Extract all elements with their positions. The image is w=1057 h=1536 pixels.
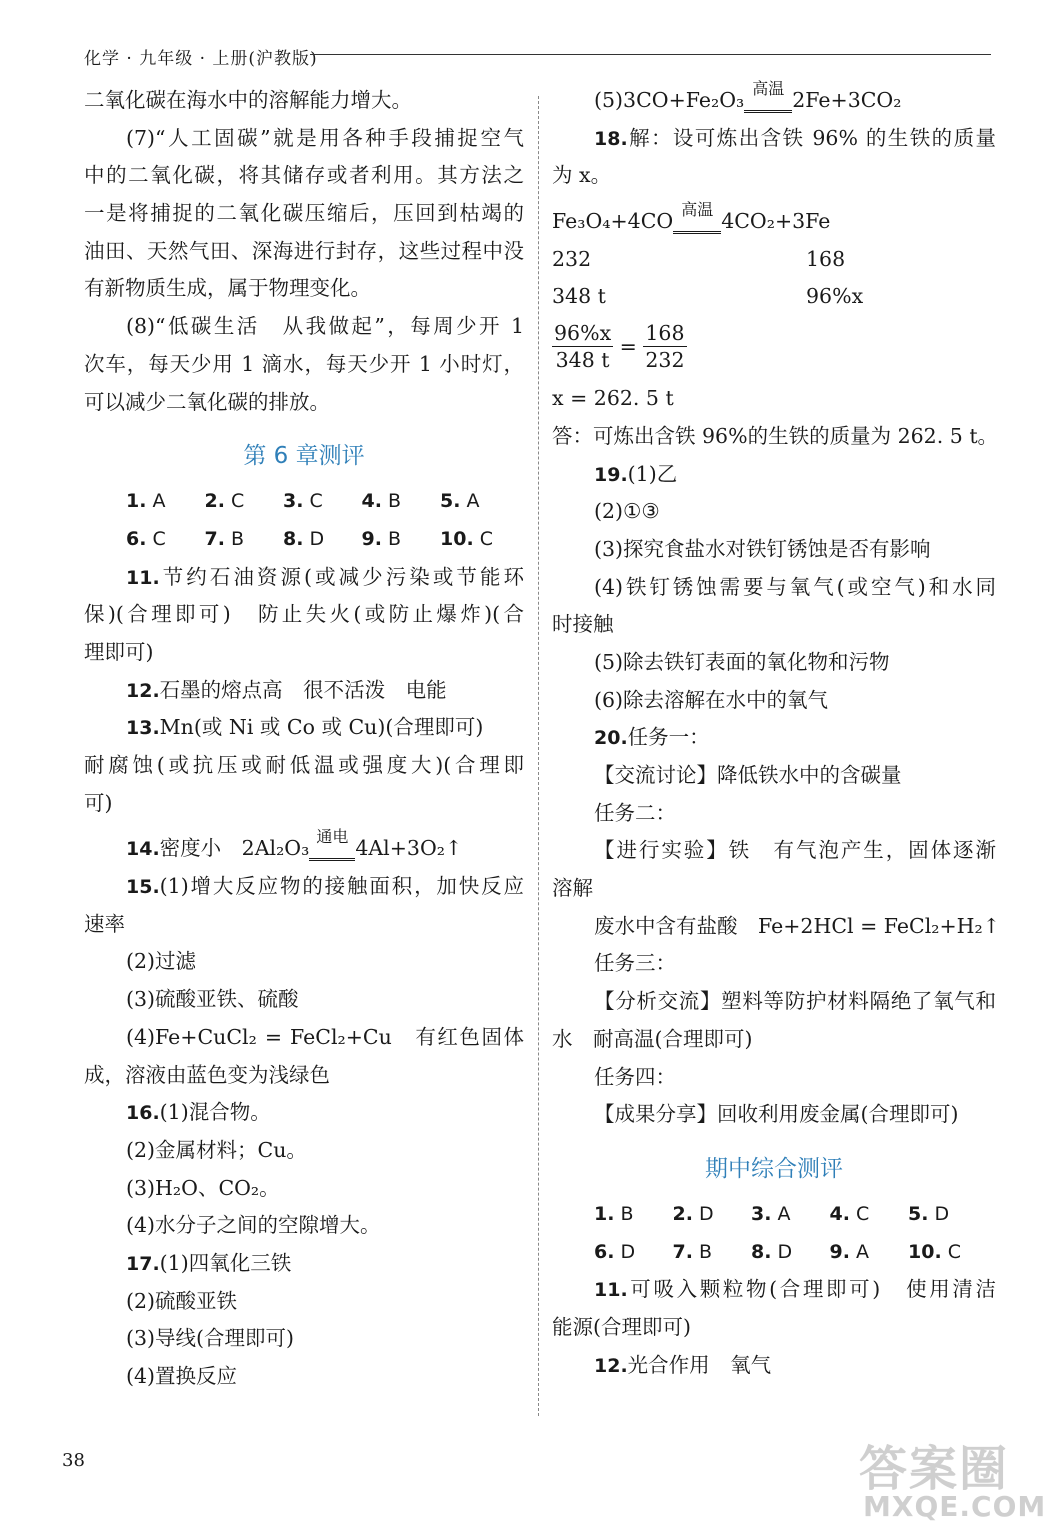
answer-13-line: 可) bbox=[84, 790, 113, 815]
answer-18-equation: Fe₃O₄+4CO $^{高温}$ 4CO₂+3Fe bbox=[552, 200, 831, 234]
paragraph-8-line: (8)“低碳生活 从我做起”，每周少开 1 bbox=[126, 314, 524, 339]
answer-17-line: (3)导线(合理即可) bbox=[126, 1326, 295, 1351]
choice-answer: 5. D bbox=[908, 1202, 950, 1225]
choice-answers-row bbox=[84, 483, 524, 521]
paragraph-7-line: 中的二氧化碳，将其储存或者利用。其方法之 bbox=[84, 163, 524, 188]
choice-answer: 1. B bbox=[594, 1202, 634, 1225]
choice-answer: 9. B bbox=[361, 527, 402, 550]
answer-19-line: 时接触 bbox=[552, 612, 614, 637]
choice-answer: 5. A bbox=[440, 490, 480, 513]
choice-answer: 4. B bbox=[361, 490, 402, 513]
choice-answer: 2. C bbox=[204, 490, 245, 513]
section-title-midterm: 期中综合测评 bbox=[705, 1155, 843, 1182]
answer-12-line: 12.光合作用 氧气 bbox=[594, 1352, 772, 1377]
choice-answer: 7. B bbox=[672, 1240, 713, 1263]
answer-16-line: 16.(1)混合物。 bbox=[126, 1100, 271, 1125]
answer-11-line: 11.节约石油资源(或减少污染或节能环 bbox=[126, 564, 524, 589]
answer-19-line: (5)除去铁钉表面的氧化物和污物 bbox=[594, 649, 890, 674]
answer-15-line: (4)Fe+CuCl₂ = FeCl₂+Cu 有红色固体 bbox=[126, 1024, 524, 1049]
answer-17-5-line: (5)3CO+Fe₂O₃ $^{高温}$ 2Fe+3CO₂ bbox=[594, 79, 902, 112]
answer-17-line: (4)置换反应 bbox=[126, 1364, 238, 1388]
answer-12-line: 12.石墨的熔点高 很不活泼 电能 bbox=[126, 677, 447, 702]
answer-17-line: 17.(1)四氧化三铁 bbox=[126, 1250, 292, 1275]
answer-16-line: (2)金属材料；Cu。 bbox=[126, 1137, 307, 1162]
paragraph-7-line: 有新物质生成，属于物理变化。 bbox=[84, 276, 371, 301]
answer-19-line: (4)铁钉锈蚀需要与氧气(或空气)和水同 bbox=[594, 574, 996, 599]
choice-answers-row bbox=[552, 1196, 996, 1234]
answer-18-proportion: $\frac{96\%x}{348 t}$ = $\frac{168}{232}$ bbox=[554, 321, 685, 373]
right-column bbox=[552, 79, 1000, 1384]
choice-answer: 10. C bbox=[440, 527, 493, 550]
choice-answer: 10. C bbox=[908, 1240, 961, 1263]
answer-11-line: 保)(合理即可) 防止失火(或防止爆炸)(合 bbox=[84, 602, 524, 627]
answer-20-line: 20.任务一： bbox=[594, 725, 710, 750]
answer-18-result: x = 262. 5 t bbox=[552, 386, 674, 411]
choice-answer: 1. A bbox=[126, 490, 166, 513]
choice-answer: 3. C bbox=[283, 490, 323, 513]
answer-20-line: 任务四： bbox=[594, 1064, 676, 1089]
answer-18-line: 18.解：设可炼出含铁 96% 的生铁的质量 bbox=[594, 125, 996, 150]
choice-answers-row bbox=[552, 1234, 996, 1272]
answer-18-line: 为 x。 bbox=[552, 163, 612, 188]
answer-15-line: (2)过滤 bbox=[126, 949, 197, 974]
reaction-condition: 通电 bbox=[316, 827, 349, 847]
watermark-domain: MXQE.COM bbox=[863, 1490, 1047, 1523]
choice-answer: 8. D bbox=[751, 1240, 793, 1263]
paragraph-8-line: 可以减少二氧化碳的排放。 bbox=[84, 389, 330, 414]
watermark-text: 答案圈 bbox=[859, 1441, 1010, 1497]
choice-answer: 8. D bbox=[283, 527, 325, 550]
answer-20-line: 【进行实验】铁 有气泡产生，固体逐渐 bbox=[594, 838, 996, 863]
answer-20-line: 【交流讨论】降低铁水中的含碳量 bbox=[594, 763, 902, 787]
answer-15-line: 成，溶液由蓝色变为浅绿色 bbox=[84, 1062, 330, 1087]
choice-answer: 6. D bbox=[594, 1240, 636, 1263]
paragraph-7-line: 油田、天然气田、深海进行封存，这些过程中没 bbox=[84, 238, 524, 263]
answer-20-line: 水 耐高温(合理即可) bbox=[552, 1026, 753, 1051]
answer-15-line: 速率 bbox=[84, 911, 125, 936]
section-title-chapter6: 第 6 章测评 bbox=[243, 443, 365, 470]
page-header-title: 化学 · 九年级 · 上册(沪教版) bbox=[84, 49, 318, 69]
answer-11-line: 理即可) bbox=[84, 639, 154, 664]
answer-11-line: 能源(合理即可) bbox=[552, 1314, 691, 1339]
reaction-condition: 高温 bbox=[681, 200, 714, 220]
answer-16-line: (3)H₂O、CO₂。 bbox=[126, 1175, 280, 1200]
page-number: 38 bbox=[62, 1450, 85, 1471]
left-column bbox=[84, 82, 524, 1396]
answer-20-line: 任务三： bbox=[594, 951, 676, 976]
answer-13-line: 13.Mn(或 Ni 或 Co 或 Cu)(合理即可) bbox=[126, 715, 484, 740]
answer-19-line: 19.(1)乙 bbox=[594, 461, 678, 486]
choice-answers-row bbox=[84, 521, 524, 559]
answer-14-line: 14.密度小 2Al₂O₃ $^{通电}$ 4Al+3O₂↑ bbox=[126, 827, 463, 861]
choice-answer: 4. C bbox=[829, 1202, 870, 1225]
answer-19-line: (3)探究食盐水对铁钉锈蚀是否有影响 bbox=[594, 536, 931, 561]
answer-20-line: 【成果分享】回收利用废金属(合理即可) bbox=[594, 1102, 959, 1127]
answer-15-line: (3)硫酸亚铁、硫酸 bbox=[126, 987, 299, 1012]
answer-15-line: 15.(1)增大反应物的接触面积，加快反应 bbox=[126, 874, 524, 899]
paragraph-line: 二氧化碳在海水中的溶解能力增大。 bbox=[84, 88, 412, 112]
answer-11-line: 11.可吸入颗粒物(合理即可) 使用清洁 bbox=[594, 1277, 996, 1302]
answer-16-line: (4)水分子之间的空隙增大。 bbox=[126, 1213, 381, 1238]
column-divider bbox=[538, 96, 539, 1416]
paragraph-7-line: 一是将捕捉的二氧化碳压缩后，压回到枯竭的 bbox=[84, 201, 524, 226]
watermark-logo bbox=[849, 1428, 1047, 1528]
paragraph-8-line: 次车，每天少用 1 滴水，每天少开 1 小时灯， bbox=[84, 351, 524, 376]
choice-answer: 7. B bbox=[204, 527, 245, 550]
answer-13-line: 耐腐蚀(或抗压或耐低温或强度大)(合理即 bbox=[84, 753, 524, 777]
choice-answer: 2. D bbox=[672, 1202, 714, 1225]
answer-18-conclusion: 答：可炼出含铁 96%的生铁的质量为 262. 5 t。 bbox=[552, 423, 999, 448]
choice-answer: 3. A bbox=[751, 1202, 791, 1225]
answer-17-line: (2)硫酸亚铁 bbox=[126, 1288, 238, 1313]
header-rule bbox=[310, 54, 991, 55]
answer-20-line: 溶解 bbox=[552, 876, 593, 901]
answer-20-line: 【分析交流】塑料等防护材料隔绝了氧气和 bbox=[594, 989, 996, 1014]
answer-19-line: (2)①③ bbox=[594, 499, 660, 524]
choice-answer: 9. A bbox=[829, 1240, 869, 1263]
paragraph-7-line: (7)“人工固碳”就是用各种手段捕捉空气 bbox=[126, 125, 524, 150]
answer-19-line: (6)除去溶解在水中的氧气 bbox=[594, 687, 829, 712]
answer-18-ratio-row: 348 t 96%x bbox=[552, 284, 864, 309]
answer-20-line: 废水中含有盐酸 Fe+2HCl = FeCl₂+H₂↑ bbox=[594, 913, 1000, 938]
answer-18-ratio-row: 232 168 bbox=[552, 246, 846, 271]
answer-20-line: 任务二： bbox=[594, 800, 676, 825]
choice-answer: 6. C bbox=[126, 527, 166, 550]
reaction-condition: 高温 bbox=[752, 79, 785, 98]
